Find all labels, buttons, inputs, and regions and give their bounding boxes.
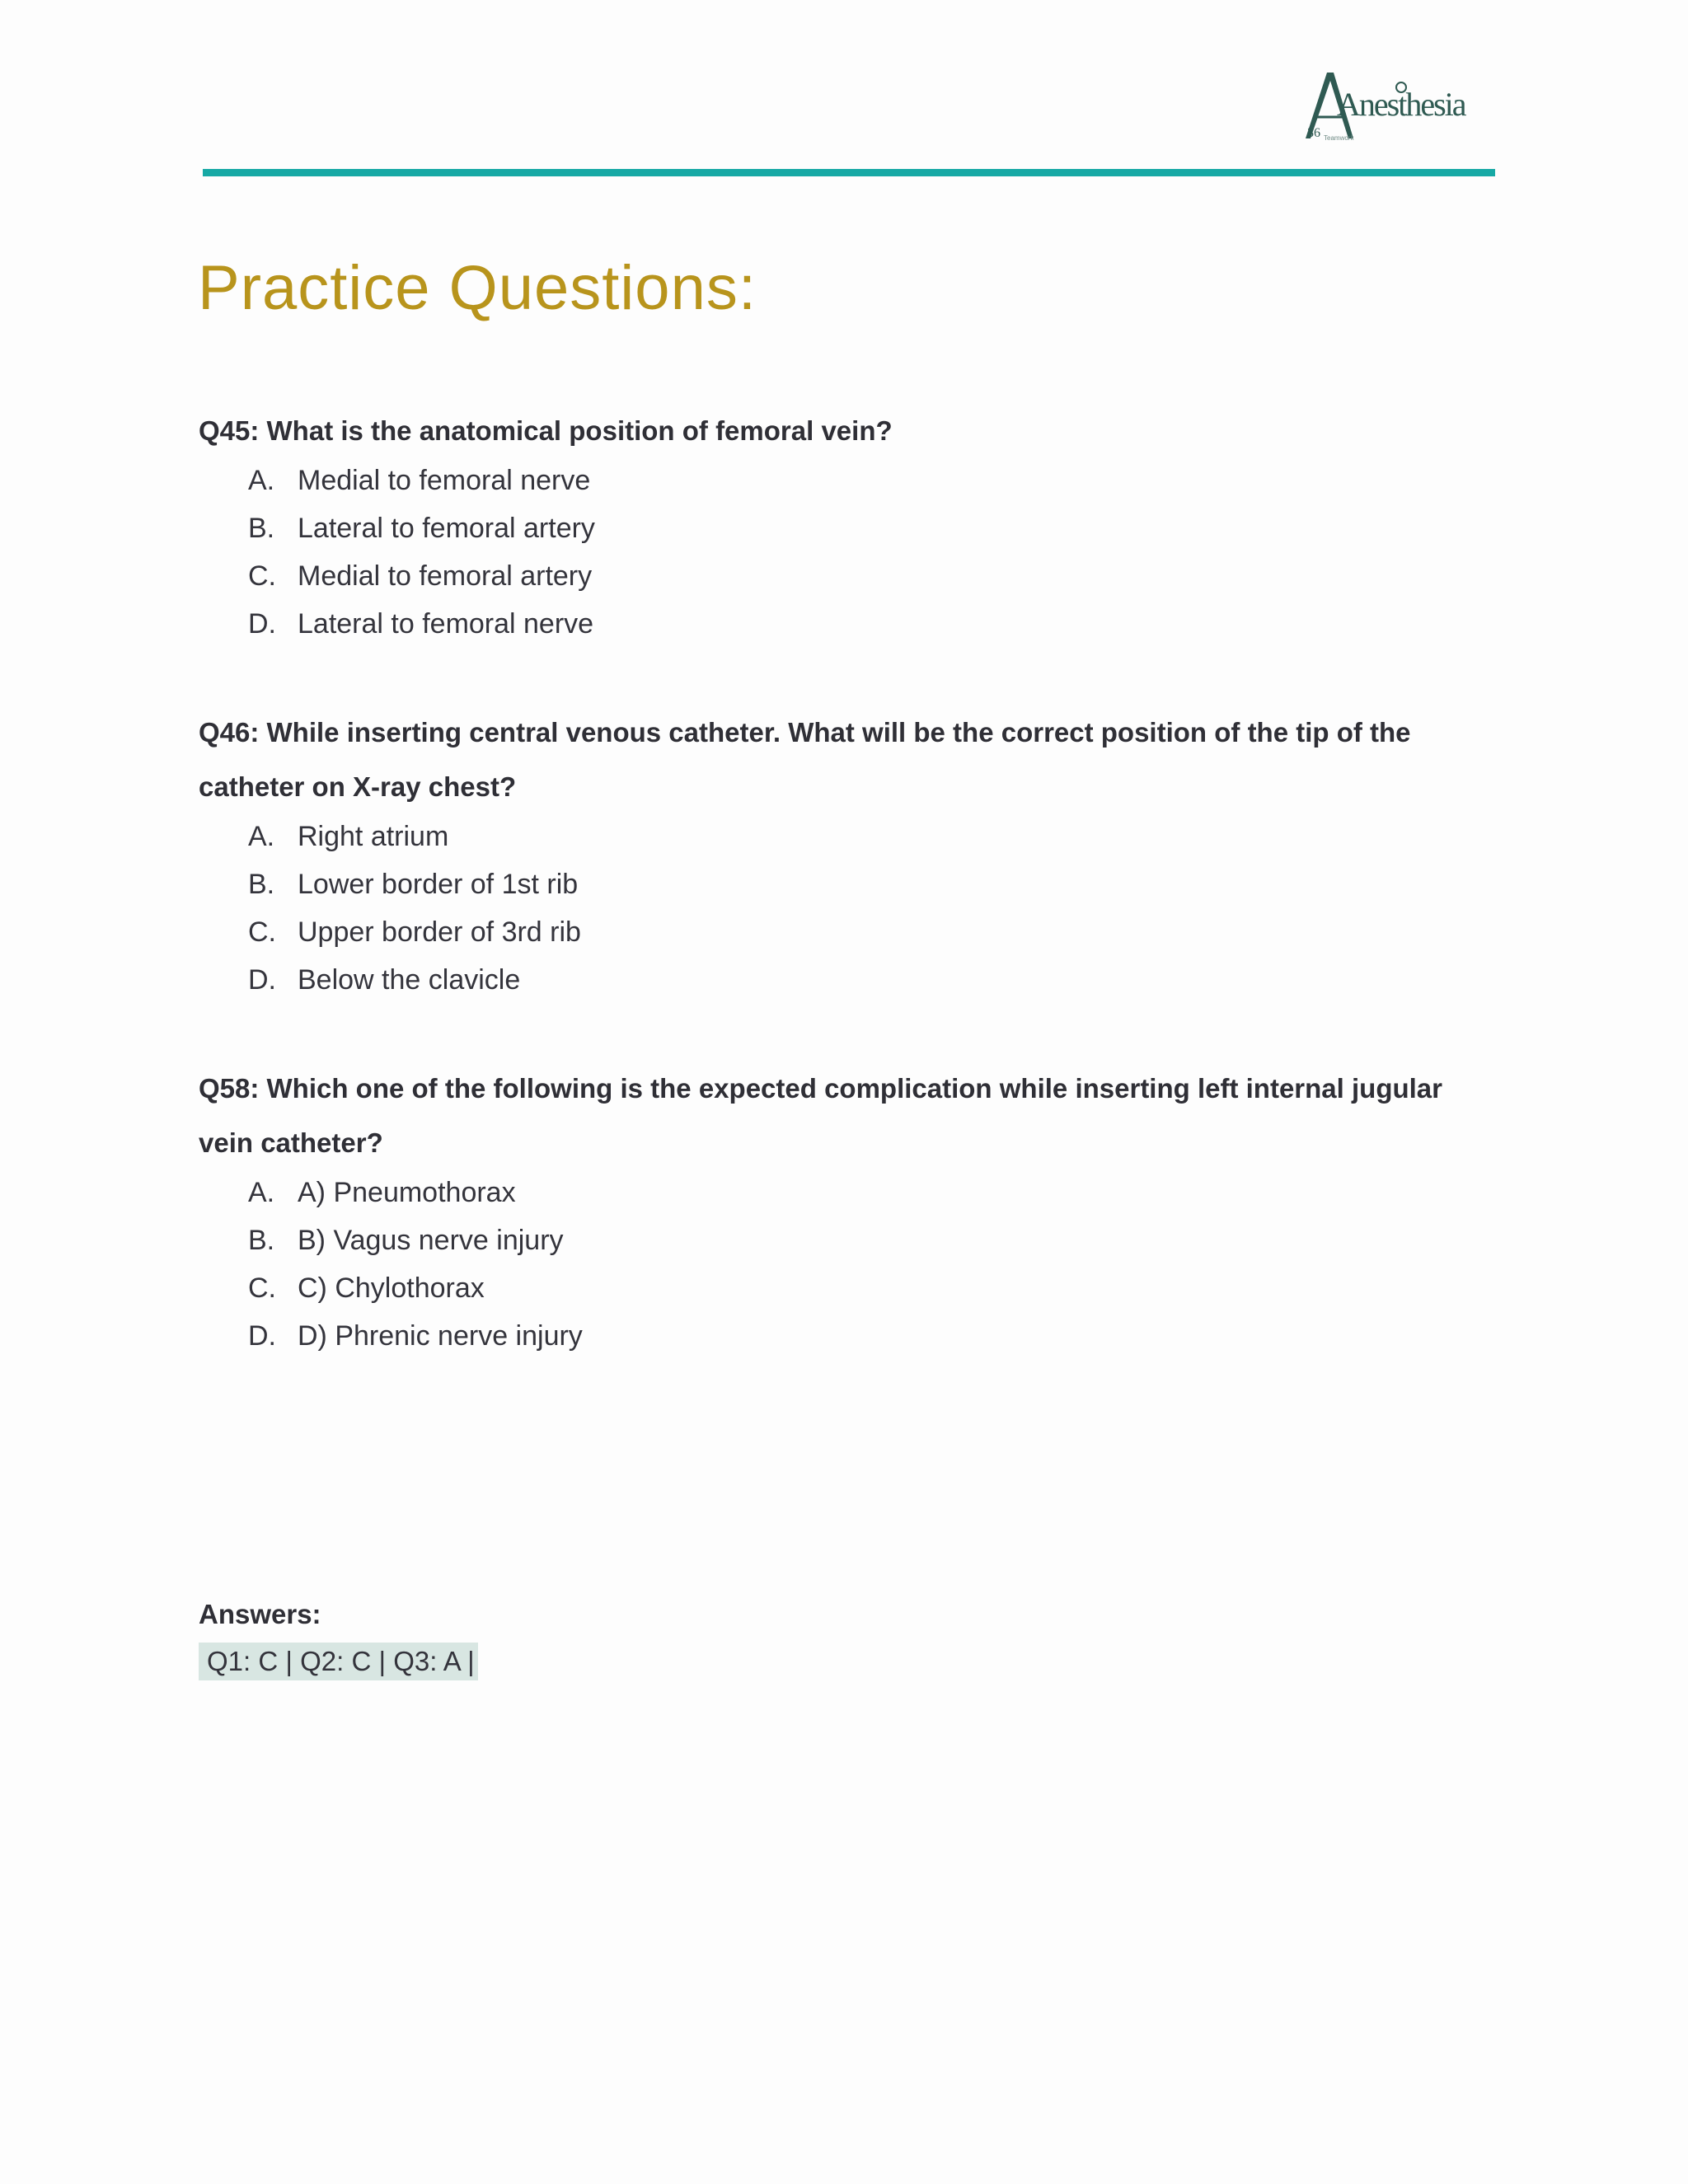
option-item	[199, 908, 1501, 956]
option-item	[199, 1264, 1501, 1312]
question-text: Q46: While inserting central venous catheter. What will be the correct position of the tip of the catheter on X-ray chest?	[199, 717, 1411, 802]
logo-subtext: Teamwork	[1324, 134, 1354, 142]
option-text: B) Vagus nerve injury	[298, 1225, 564, 1256]
header-divider	[203, 169, 1495, 176]
question-q58	[199, 1062, 1501, 1360]
page-title: Practice Questions:	[198, 253, 757, 323]
option-text: Upper border of 3rd rib	[298, 916, 581, 948]
option-text: Below the clavicle	[298, 964, 521, 996]
option-letter: C.	[248, 1272, 276, 1304]
option-letter: C.	[248, 916, 276, 948]
option-text: A) Pneumothorax	[298, 1177, 516, 1208]
option-text: Right atrium	[298, 821, 449, 852]
option-letter: D.	[248, 608, 276, 640]
option-item	[199, 1216, 1501, 1264]
option-item	[199, 956, 1501, 1004]
option-letter: B.	[248, 1225, 275, 1256]
option-letter: A.	[248, 821, 275, 852]
logo-number: 36	[1307, 126, 1320, 140]
option-letter: D.	[248, 1320, 276, 1352]
logo-wordmark: Anesthesia	[1337, 86, 1465, 123]
option-item	[199, 1312, 1501, 1360]
anesthesia-logo	[1302, 66, 1467, 148]
option-item	[199, 1169, 1501, 1216]
option-text: D) Phrenic nerve injury	[298, 1320, 583, 1352]
questions-list	[199, 404, 1501, 1418]
option-item	[199, 504, 1501, 552]
options-list	[199, 1169, 1501, 1360]
option-text: Lower border of 1st rib	[298, 869, 579, 900]
option-letter: B.	[248, 513, 275, 544]
option-letter: A.	[248, 465, 275, 496]
options-list	[199, 813, 1501, 1004]
options-list	[199, 457, 1501, 648]
question-text: Q45: What is the anatomical position of femoral vein?	[199, 415, 893, 446]
option-item	[199, 813, 1501, 860]
option-letter: D.	[248, 964, 276, 996]
option-text: Medial to femoral nerve	[298, 465, 591, 496]
option-item	[199, 457, 1501, 504]
option-text: Medial to femoral artery	[298, 560, 593, 592]
option-item	[199, 552, 1501, 600]
option-letter: C.	[248, 560, 276, 592]
option-item	[199, 600, 1501, 648]
answers-heading: Answers:	[199, 1599, 321, 1629]
question-text: Q58: Which one of the following is the expected complication while inserting left internal jugular vein catheter?	[199, 1073, 1442, 1158]
option-text: Lateral to femoral nerve	[298, 608, 594, 640]
option-text: C) Chylothorax	[298, 1272, 485, 1304]
option-item	[199, 860, 1501, 908]
question-q46	[199, 705, 1501, 1004]
option-text: Lateral to femoral artery	[298, 513, 595, 544]
option-letter: B.	[248, 869, 275, 900]
option-letter: A.	[248, 1177, 275, 1208]
answer-key: Q1: C | Q2: C | Q3: A |	[199, 1643, 478, 1680]
answers-section	[199, 1595, 478, 1680]
question-q45	[199, 404, 1501, 648]
